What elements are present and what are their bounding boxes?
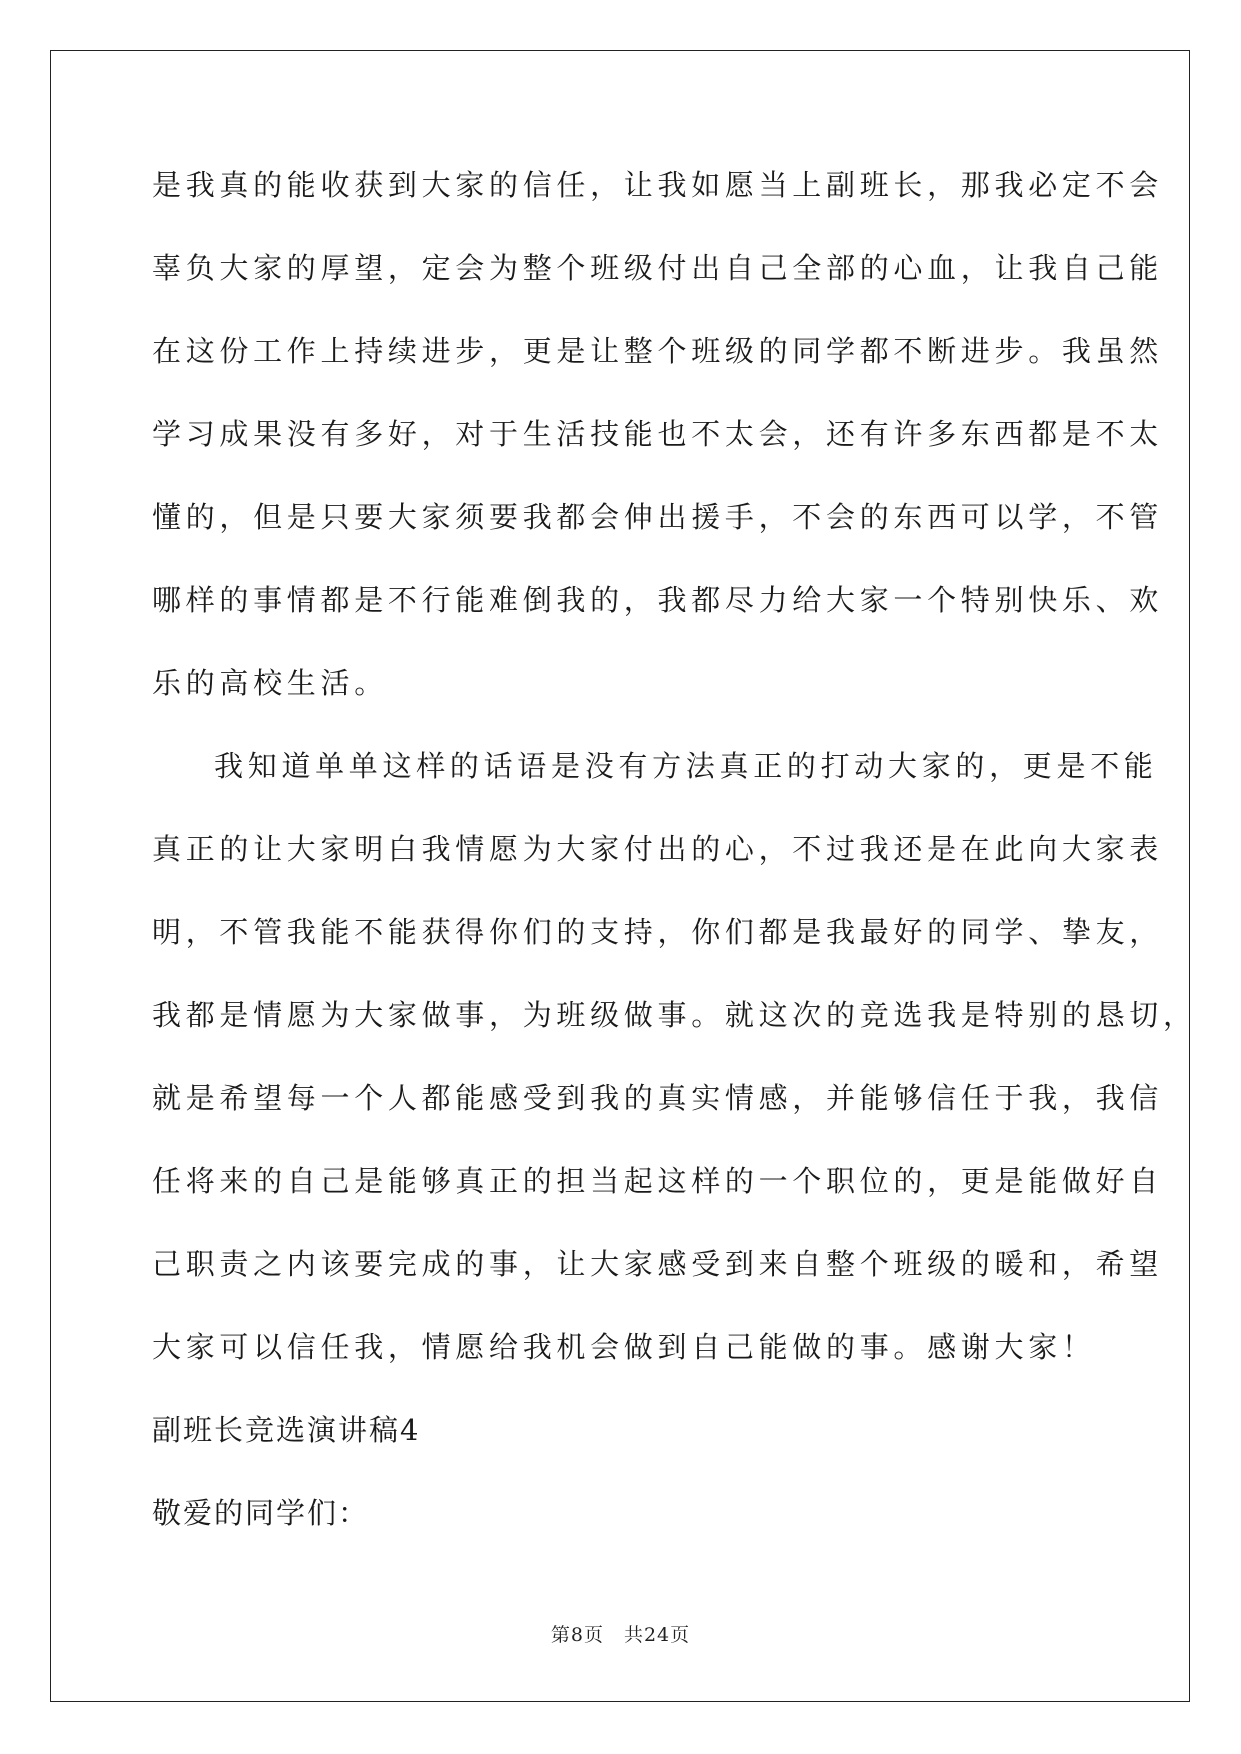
salutation: 敬爱的同学们： <box>152 1496 370 1530</box>
body-line-11: 我都是情愿为大家做事，为班级做事。就这次的竞选我是特别的恳切， <box>152 998 1197 1032</box>
body-line-7: 乐的高校生活。 <box>152 666 388 700</box>
body-line-13: 任将来的自己是能够真正的担当起这样的一个职位的，更是能做好自 <box>152 1164 1164 1198</box>
body-line-5: 懂的，但是只要大家须要我都会伸出援手，不会的东西可以学，不管 <box>152 500 1164 534</box>
body-line-3: 在这份工作上持续进步，更是让整个班级的同学都不断进步。我虽然 <box>152 334 1164 368</box>
body-line-12: 就是希望每一个人都能感受到我的真实情感，并能够信任于我，我信 <box>152 1081 1164 1115</box>
section-title: 副班长竞选演讲稿4 <box>152 1413 421 1447</box>
body-line-14: 己职责之内该要完成的事，让大家感受到来自整个班级的暖和，希望 <box>152 1247 1164 1281</box>
body-line-15: 大家可以信任我，情愿给我机会做到自己能做的事。感谢大家！ <box>152 1330 1096 1364</box>
body-line-9: 真正的让大家明白我情愿为大家付出的心，不过我还是在此向大家表 <box>152 832 1164 866</box>
body-line-4: 学习成果没有多好，对于生活技能也不太会，还有许多东西都是不太 <box>152 417 1164 451</box>
body-line-6: 哪样的事情都是不行能难倒我的，我都尽力给大家一个特别快乐、欢 <box>152 583 1164 617</box>
page-number-footer: 第8页 共24页 <box>550 1624 691 1646</box>
document-body <box>152 160 1197 1571</box>
body-line-1: 是我真的能收获到大家的信任，让我如愿当上副班长，那我必定不会 <box>152 168 1164 202</box>
body-line-10: 明，不管我能不能获得你们的支持，你们都是我最好的同学、挚友， <box>152 915 1164 949</box>
body-line-2: 辜负大家的厚望，定会为整个班级付出自己全部的心血，让我自己能 <box>152 251 1164 285</box>
body-line-8: 我知道单单这样的话语是没有方法真正的打动大家的，更是不能 <box>214 749 1158 783</box>
